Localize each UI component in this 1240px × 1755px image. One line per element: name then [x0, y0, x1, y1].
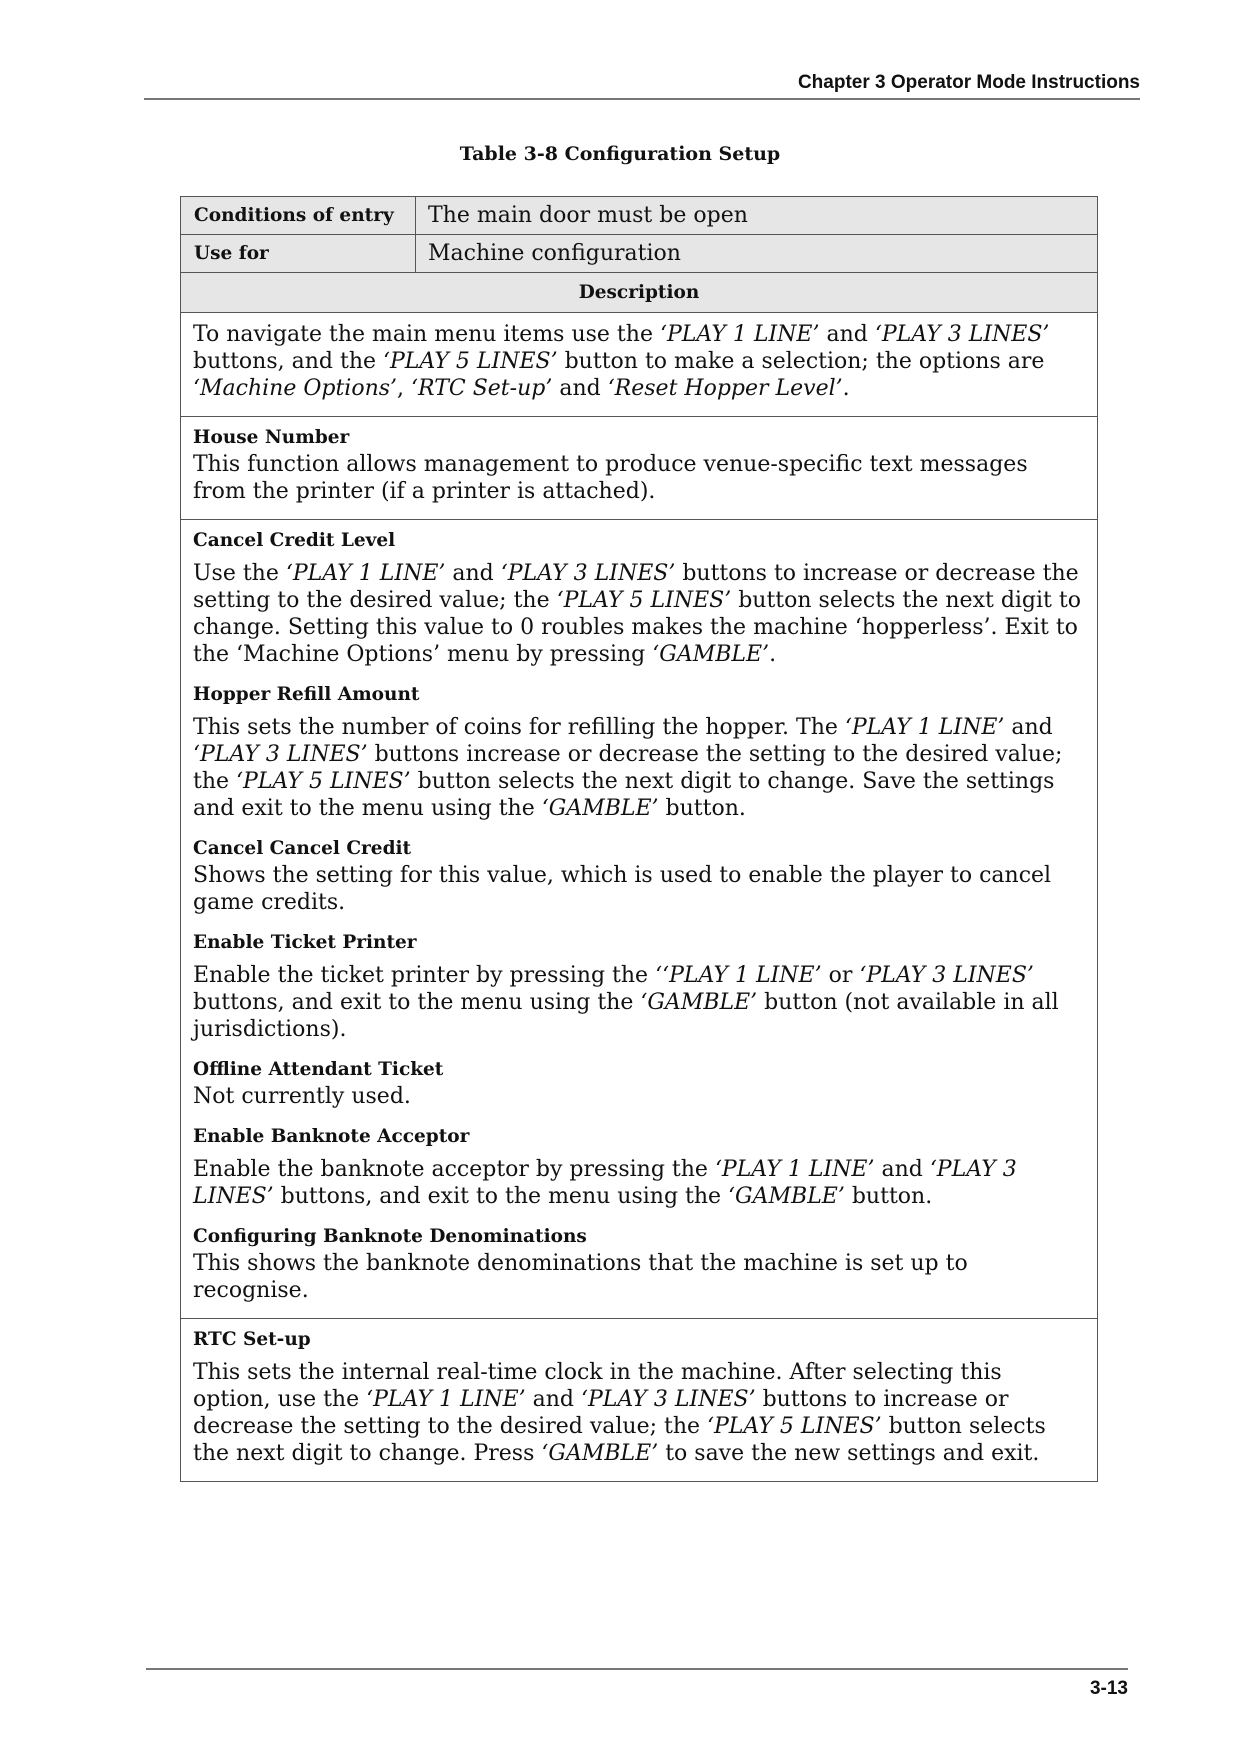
section-title: Cancel Credit Level: [193, 530, 396, 551]
table-caption: Table 3-8 Configuration Setup: [459, 143, 781, 165]
section-text: Shows the setting for this value, which is used to enable the player to cancel game credits.: [193, 863, 1052, 915]
section-hopper-refill-amount: [193, 682, 1085, 822]
configuration-setup-table: [180, 196, 1098, 1482]
section-cancel-cancel-credit: [193, 836, 1085, 916]
section-text: Use the ‘PLAY 1 LINE’ and ‘PLAY 3 LINES’ buttons to increase or decrease the setting to the desired value; the ‘PLAY 5 LINES’ button selects the next digit to change. Setting this value to 0 roubles makes the machine ‘hopperless’. Exit to the ‘Machine Options’ menu by pressing ‘GAMBLE’.: [193, 561, 1081, 667]
section-text: This sets the number of coins for refilling the hopper. The ‘PLAY 1 LINE’ and ‘PLAY 3 LINES’ buttons increase or decrease the setting to the desired value; the ‘PLAY 5 LINES’ button selects the next digit to change. Save the settings and exit to the menu using the ‘GAMBLE’ button.: [193, 715, 1063, 821]
section-title: Hopper Refill Amount: [193, 684, 420, 705]
rtc-setup-row: [181, 1319, 1097, 1481]
section-title: RTC Set-up: [193, 1329, 311, 1350]
section-title: Cancel Cancel Credit: [193, 838, 412, 859]
page-number: 3-13: [1089, 1678, 1128, 1699]
intro-text: To navigate the main menu items use the ‘PLAY 1 LINE’ and ‘PLAY 3 LINES’ buttons, and the ‘PLAY 5 LINES’ button to make a selection; the options are ‘Machine Options’, ‘RTC Set-up’ and ‘Reset Hopper Level’.: [193, 322, 1050, 401]
section-text: This function allows management to produce venue-specific text messages from the printer (if a printer is attached).: [193, 452, 1028, 504]
table-row-use-for: [181, 235, 1097, 273]
row-key: Use for: [181, 235, 416, 272]
page-header: [144, 70, 1140, 100]
section-title: Offline Attendant Ticket: [193, 1059, 444, 1080]
section-offline-attendant-ticket: [193, 1057, 1085, 1110]
section-title: House Number: [193, 427, 350, 448]
section-text: This sets the internal real-time clock in the machine. After selecting this option, use the ‘PLAY 1 LINE’ and ‘PLAY 3 LINES’ buttons to increase or decrease the setting to the desired value; the ‘PLAY 5 LINES’ button selects the next digit to change. Press ‘GAMBLE’ to save the new settings and exit.: [193, 1360, 1046, 1466]
section-configuring-banknote-denominations: [193, 1224, 1085, 1304]
section-enable-banknote-acceptor: [193, 1124, 1085, 1210]
section-title: Enable Ticket Printer: [193, 932, 417, 953]
section-text: Enable the ticket printer by pressing the ‘‘PLAY 1 LINE’ or ‘PLAY 3 LINES’ buttons, and exit to the menu using the ‘GAMBLE’ button (not available in all jurisdictions).: [193, 963, 1059, 1042]
section-text: Enable the banknote acceptor by pressing the ‘PLAY 1 LINE’ and ‘PLAY 3 LINES’ buttons, and exit to the menu using the ‘GAMBLE’ button.: [193, 1157, 1017, 1209]
description-header-row: [181, 273, 1097, 313]
section-title: Configuring Banknote Denominations: [193, 1226, 587, 1247]
table-row-conditions: [181, 197, 1097, 235]
section-cancel-credit-level: [193, 528, 1085, 668]
house-number-row: [181, 417, 1097, 520]
chapter-title: Chapter 3 Operator Mode Instructions: [797, 72, 1140, 93]
description-header: Description: [578, 282, 700, 303]
section-text: Not currently used.: [193, 1084, 411, 1109]
row-key: Conditions of entry: [181, 197, 416, 234]
page-footer: [146, 1668, 1128, 1699]
machine-options-row: [181, 520, 1097, 1319]
section-enable-ticket-printer: [193, 930, 1085, 1043]
intro-row: [181, 313, 1097, 417]
section-text: This shows the banknote denominations that the machine is set up to recognise.: [193, 1251, 968, 1303]
section-title: Enable Banknote Acceptor: [193, 1126, 470, 1147]
row-value: The main door must be open: [428, 203, 748, 228]
row-value: Machine configuration: [428, 241, 681, 266]
